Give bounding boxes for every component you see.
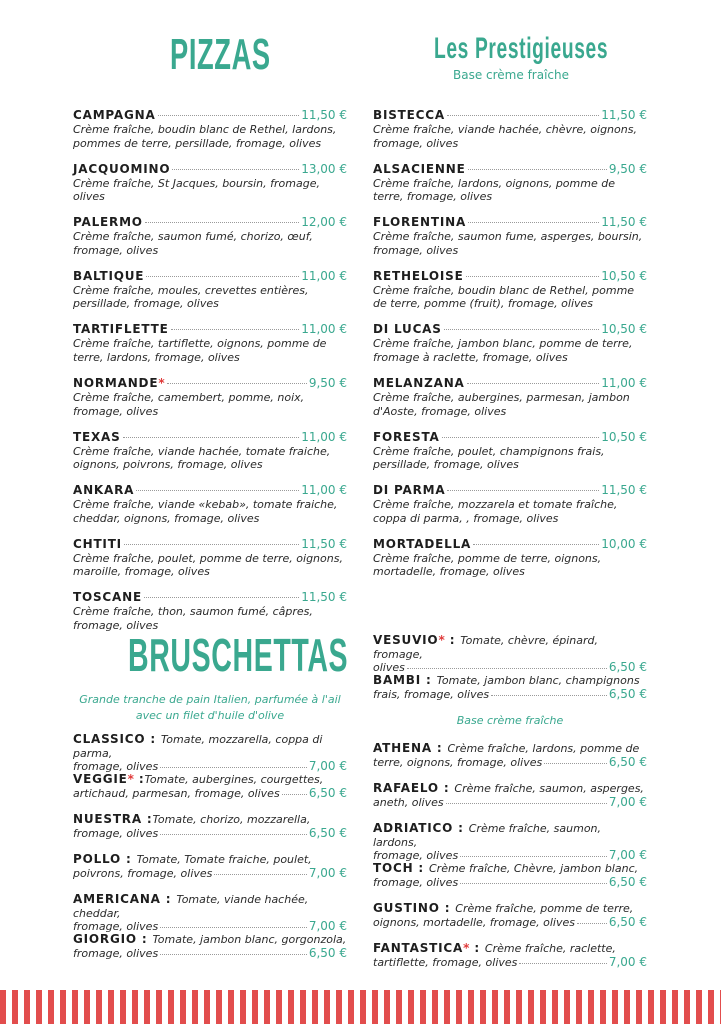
pizza-header [73, 430, 347, 445]
bruschetta-name: NUESTRA [73, 812, 142, 826]
pizza-name: JACQUOMINO [73, 161, 171, 176]
pizza-header [73, 483, 347, 498]
dot-leader [160, 927, 307, 928]
bruschetta-description: Tomate, Tomate fraiche, poulet, [136, 853, 312, 866]
bruschetta-name: RAFAELO [373, 781, 439, 795]
bruschetta-description: Tomate, aubergines, courgettes, [144, 773, 324, 786]
pizza-name: MELANZANA [373, 376, 465, 390]
pizza-price: 11,50 € [301, 536, 347, 551]
bruschettas-subtitle-line1: Grande tranche de pain Italien, parfumée à l'ail [79, 693, 341, 706]
separator: : [444, 633, 461, 647]
pizza-item [73, 108, 347, 150]
dot-leader [160, 834, 307, 835]
dot-leader [491, 695, 607, 696]
bruschetta-line1 [373, 862, 647, 876]
bruschetta-line2 [73, 787, 347, 801]
bruschetta-item [373, 674, 647, 701]
bruschetta-item [73, 853, 347, 880]
pizza-name: ANKARA [73, 483, 135, 498]
pizza-description: Crème fraîche, mozzarela et tomate fraîche, coppa di parma, , fromage, olives [373, 498, 618, 525]
pizza-price: 11,50 € [301, 590, 347, 605]
separator: : [145, 732, 161, 746]
bruschetta-item [373, 634, 647, 675]
pizza-price: 11,00 € [301, 429, 347, 444]
dot-leader [442, 437, 600, 438]
dot-leader [158, 115, 300, 116]
pizza-price: 11,50 € [601, 483, 647, 498]
striped-border [0, 990, 721, 1024]
pizza-price: 10,50 € [601, 268, 647, 283]
pizza-description: Crème fraîche, thon, saumon fumé, câpres, fromage, olives [73, 605, 313, 632]
pizza-name: PALERMO [73, 215, 143, 230]
bruschettas-title: BRUSCHETTAS [128, 629, 349, 681]
bruschetta-price: 6,50 € [608, 874, 647, 889]
pizza-item [73, 537, 347, 579]
bruschetta-name: GUSTINO [373, 901, 440, 915]
bruschetta-line2 [373, 876, 647, 890]
dot-leader [124, 544, 299, 545]
pizza-description: Crème fraîche, camembert, pomme, noix, fromage, olives [73, 391, 305, 418]
dot-leader [460, 883, 607, 884]
pizza-description: Crème fraîche, lardons, oignons, pomme de terre, fromage, olives [373, 176, 615, 204]
pizza-name: TEXAS [73, 429, 121, 444]
bruschetta-price: 6,50 € [608, 914, 647, 929]
bruschetta-line1 [373, 902, 647, 916]
bruschetta-name: ATHENA [373, 741, 432, 755]
pizza-header [73, 162, 347, 177]
bruschetta-name: POLLO [73, 852, 122, 866]
pizza-price: 11,50 € [301, 108, 347, 122]
bruschetta-line1 [73, 893, 347, 920]
pizza-header [373, 269, 647, 284]
pizza-price: 9,50 € [608, 161, 647, 176]
dot-leader [467, 383, 600, 384]
bruschetta-line1 [373, 742, 647, 756]
bruschettas-subtitle [73, 692, 347, 724]
dot-leader [460, 856, 607, 857]
dot-leader [544, 763, 607, 764]
pizza-price: 11,00 € [601, 376, 647, 390]
pizza-header [373, 376, 647, 391]
bruschetta-name: CLASSICO [73, 732, 146, 746]
separator: : [136, 932, 153, 946]
bruschetta-name: ADRIATICO [373, 821, 454, 835]
dot-leader [577, 923, 607, 924]
dot-leader [123, 437, 300, 438]
pizza-item [73, 269, 347, 311]
star-mark: * [158, 376, 165, 390]
pizza-price: 12,00 € [301, 215, 347, 230]
pizza-price: 11,00 € [301, 483, 347, 498]
dot-leader [444, 329, 599, 330]
pizza-description: Crème fraîche, poulet, champignons frais, persillade, fromage, olives [373, 444, 605, 472]
pizza-description: Crème fraîche, viande hachée, chèvre, oignons, fromage, olives [373, 123, 637, 150]
pizza-description: Crème fraîche, viande «kebab», tomate fraiche, cheddar, oignons, fromage, olives [73, 498, 338, 525]
pizza-item [373, 322, 647, 364]
dot-leader [468, 169, 607, 170]
pizza-price: 10,50 € [601, 322, 647, 337]
pizza-price: 13,00 € [301, 161, 347, 176]
bruschetta-item [73, 813, 347, 840]
dot-leader [136, 490, 299, 491]
pizza-description: Crème fraîche, jambon blanc, pomme de terre, fromage à raclette, fromage, olives [373, 337, 633, 364]
dot-leader [167, 383, 307, 384]
pizza-header [73, 269, 347, 284]
dot-leader [447, 490, 599, 491]
bruschetta-price: 7,00 € [608, 794, 647, 809]
pizza-description: Crème fraîche, saumon fume, asperges, boursin, fromage, olives [373, 230, 643, 257]
pizza-header [73, 376, 347, 391]
bruschetta-item [73, 733, 347, 774]
bruschetta-line2 [373, 688, 647, 702]
bruschetta-description: Crème fraîche, saumon, asperges, [454, 782, 644, 795]
pizza-header [373, 215, 647, 230]
bruschetta-line2 [373, 756, 647, 770]
pizza-name: ALSACIENNE [373, 161, 466, 176]
bruschetta-price: 7,00 € [608, 848, 647, 862]
bruschetta-description-end: artichaud, parmesan, fromage, olives [73, 786, 280, 800]
bruschetta-name: VESUVIO [373, 633, 439, 647]
bruschetta-line1 [373, 942, 647, 956]
prestigieuses-subtitle: Base crème fraîche [453, 68, 570, 82]
separator: : [469, 941, 485, 955]
pizza-price: 11,00 € [301, 322, 347, 337]
bruschetta-description-end: terre, oignons, fromage, olives [373, 755, 543, 769]
pizza-item [73, 162, 347, 204]
dot-leader [160, 767, 307, 768]
pizza-name: FLORENTINA [373, 215, 467, 230]
dot-leader [407, 668, 607, 669]
dot-leader [146, 276, 299, 277]
bruschetta-price: 6,50 € [608, 660, 647, 674]
bruschetta-line1 [373, 782, 647, 796]
pizza-name: TARTIFLETTE [73, 322, 169, 337]
pizza-price: 10,50 € [601, 429, 647, 444]
bruschetta-price: 7,00 € [308, 759, 347, 773]
bruschetta-item [73, 933, 347, 960]
bruschetta-item [73, 893, 347, 934]
bruschetta-description: Tomate, mozzarella, coppa di parma, [73, 733, 323, 760]
separator: : [438, 781, 455, 795]
dot-leader [144, 597, 299, 598]
dot-leader [473, 544, 599, 545]
star-mark: * [463, 941, 470, 955]
pizza-header [373, 483, 647, 498]
bruschetta-price: 7,00 € [608, 954, 647, 969]
dot-leader [171, 329, 300, 330]
bruschetta-line1 [73, 933, 347, 947]
pizza-price: 11,50 € [601, 215, 647, 230]
pizza-item [373, 376, 647, 418]
bruschetta-item [373, 942, 647, 969]
pizza-item [73, 483, 347, 525]
dot-leader [160, 954, 307, 955]
bruschetta-line1 [373, 674, 647, 688]
pizza-price: 11,50 € [601, 108, 647, 122]
bruschetta-description-end: fromage, olives [73, 760, 159, 773]
separator: : [431, 741, 448, 755]
pizza-description: Crème fraîche, viande hachée, tomate fraiche, oignons, poivrons, fromage, olives [73, 444, 331, 472]
bruschetta-description-end: tartiflette, fromage, olives [373, 955, 518, 969]
dot-leader [446, 803, 607, 804]
bruschetta-name: AMERICANA [73, 892, 161, 906]
bruschetta-description-end: fromage, olives [73, 826, 159, 840]
pizza-item [373, 108, 647, 150]
bruschetta-name: VEGGIE [73, 772, 128, 786]
pizza-name: RETHELOISE [373, 268, 464, 283]
bruschetta-line1 [73, 813, 347, 827]
bruschetta-line2 [373, 956, 647, 970]
bruschetta-line2 [73, 947, 347, 961]
pizza-item [73, 322, 347, 364]
bruschetta-name: TOCH [373, 861, 414, 875]
bruschetta-price: 6,50 € [608, 754, 647, 769]
dot-leader [214, 874, 306, 875]
dot-leader [172, 169, 299, 170]
pizza-header [73, 590, 347, 605]
bruschetta-price: 6,50 € [608, 686, 647, 701]
pizza-name: DI PARMA [373, 483, 446, 498]
bruschetta-item [73, 773, 347, 800]
pizza-name: CHTITI [73, 536, 122, 551]
bruschetta-line1 [73, 733, 347, 760]
dot-leader [519, 963, 606, 964]
separator: : [121, 852, 137, 866]
pizza-name: DI LUCAS [373, 322, 442, 337]
pizza-description: Crème fraîche, saumon fumé, chorizo, œuf, fromage, olives [73, 230, 313, 257]
pizza-description: Crème fraîche, St Jacques, boursin, fromage, olives [73, 176, 320, 204]
bruschetta-line1 [73, 773, 347, 787]
bruschetta-description-end: olives [373, 661, 405, 674]
separator: : [439, 901, 456, 915]
bruschetta-description: Crème fraîche, Chèvre, jambon blanc, [429, 862, 639, 875]
bruschetta-description: Crème fraîche, raclette, [484, 942, 616, 955]
bruschetta-name: FANTASTICA [373, 941, 464, 955]
pizza-price: 10,00 € [601, 536, 647, 551]
bruschetta-description-end: fromage, olives [73, 920, 159, 933]
pizza-description: Crème fraîche, moules, crevettes entières, persillade, fromage, olives [73, 283, 309, 311]
pizza-header [73, 537, 347, 552]
pizza-item [73, 215, 347, 257]
bruschetta-price: 6,50 € [308, 825, 347, 840]
pizza-description: Crème fraîche, aubergines, parmesan, jambon d'Aoste, fromage, olives [373, 391, 630, 418]
pizza-header [373, 537, 647, 552]
pizza-item [373, 430, 647, 472]
bruschetta-description-end: fromage, olives [373, 849, 459, 862]
pizza-item [373, 537, 647, 579]
separator: : [141, 812, 153, 826]
bruschetta-description: Crème fraîche, lardons, pomme de [447, 742, 640, 755]
separator: : [421, 673, 437, 687]
bruschetta-line2 [373, 916, 647, 930]
bruschetta-description-end: frais, fromage, olives [373, 687, 490, 701]
dot-leader [145, 222, 299, 223]
base-creme-subtitle: Base crème fraîche [456, 714, 564, 727]
bruschetta-description: Tomate, jambon blanc, gorgonzola, [152, 933, 347, 946]
pizza-description: Crème fraîche, boudin blanc de Rethel, pomme de terre, pomme (fruit), fromage, olives [373, 283, 635, 311]
pizza-name: BISTECCA [373, 108, 445, 122]
bruschetta-line2 [73, 867, 347, 881]
bruschetta-description-end: fromage, olives [373, 875, 459, 889]
dot-leader [282, 794, 307, 795]
bruschetta-description: Tomate, chèvre, épinard, fromage, [373, 634, 599, 661]
pizza-header [73, 322, 347, 337]
separator: : [160, 892, 177, 906]
bruschetta-description: Crème fraîche, saumon, lardons, [373, 822, 602, 849]
pizza-name: BALTIQUE [73, 268, 145, 283]
pizza-price: 11,00 € [301, 268, 347, 283]
pizza-description: Crème fraîche, tartiflette, oignons, pomme de terre, lardons, fromage, olives [73, 337, 327, 364]
bruschetta-description-end: aneth, olives [373, 795, 444, 809]
dot-leader [466, 276, 600, 277]
pizza-header [373, 430, 647, 445]
pizza-item [73, 430, 347, 472]
star-mark: * [127, 772, 134, 786]
pizza-description: Crème fraîche, poulet, pomme de terre, oignons, maroille, fromage, olives [73, 551, 343, 579]
bruschetta-line1 [73, 853, 347, 867]
pizza-name: MORTADELLA [373, 536, 472, 551]
pizza-item [373, 269, 647, 311]
separator: : [453, 821, 469, 835]
pizza-description: Crème fraîche, boudin blanc de Rethel, lardons, pommes de terre, persillade, fromage, olives [73, 123, 337, 150]
pizza-item [373, 483, 647, 525]
separator: : [413, 861, 429, 875]
bruschetta-name: GIORGIO [73, 932, 137, 946]
star-mark: * [438, 633, 445, 647]
dot-leader [468, 222, 599, 223]
prestigieuses-title: Les Prestigieuses [434, 32, 609, 65]
bruschetta-item [373, 902, 647, 929]
bruschetta-item [373, 862, 647, 889]
pizza-header [73, 108, 347, 123]
bruschetta-price: 6,50 € [308, 785, 347, 800]
pizza-item [73, 590, 347, 632]
pizza-header [373, 322, 647, 337]
pizza-item [73, 376, 347, 418]
separator: : [133, 772, 145, 786]
bruschetta-description-end: poivrons, fromage, olives [73, 866, 213, 880]
bruschetta-description: Crème fraîche, pomme de terre, [455, 902, 634, 915]
bruschetta-line1 [373, 634, 647, 661]
bruschetta-line1 [373, 822, 647, 849]
pizza-header [373, 108, 647, 123]
pizza-item [373, 162, 647, 204]
bruschetta-name: BAMBI [373, 673, 421, 687]
bruschetta-description: Tomate, viande hachée, cheddar, [73, 893, 309, 920]
pizza-name: TOSCANE [73, 590, 142, 605]
bruschetta-item [373, 782, 647, 809]
pizza-header [73, 215, 347, 230]
bruschetta-price: 7,00 € [308, 865, 347, 880]
pizza-description: Crème fraîche, pomme de terre, oignons, mortadelle, fromage, olives [373, 551, 602, 579]
dot-leader [447, 115, 599, 116]
bruschetta-line2 [373, 796, 647, 810]
bruschetta-description-end: fromage, olives [73, 946, 159, 960]
pizza-name: CAMPAGNA [73, 108, 156, 122]
bruschetta-description: Tomate, chorizo, mozzarella, [152, 813, 311, 826]
bruschetta-description-end: oignons, mortadelle, fromage, olives [373, 915, 575, 929]
bruschetta-price: 6,50 € [308, 945, 347, 960]
bruschetta-item [373, 742, 647, 769]
bruschetta-item [373, 822, 647, 863]
bruschetta-price: 7,00 € [308, 919, 347, 933]
pizza-item [373, 215, 647, 257]
pizza-header [373, 162, 647, 177]
pizza-name: FORESTA [373, 429, 440, 444]
pizzas-title: PIZZAS [170, 30, 271, 79]
pizza-price: 9,50 € [308, 376, 347, 390]
bruschettas-subtitle-line2: avec un filet d'huile d'olive [135, 709, 285, 722]
pizza-name: NORMANDE [73, 376, 159, 390]
bruschetta-description: Tomate, jambon blanc, champignons [436, 674, 640, 687]
bruschetta-line2 [73, 827, 347, 841]
